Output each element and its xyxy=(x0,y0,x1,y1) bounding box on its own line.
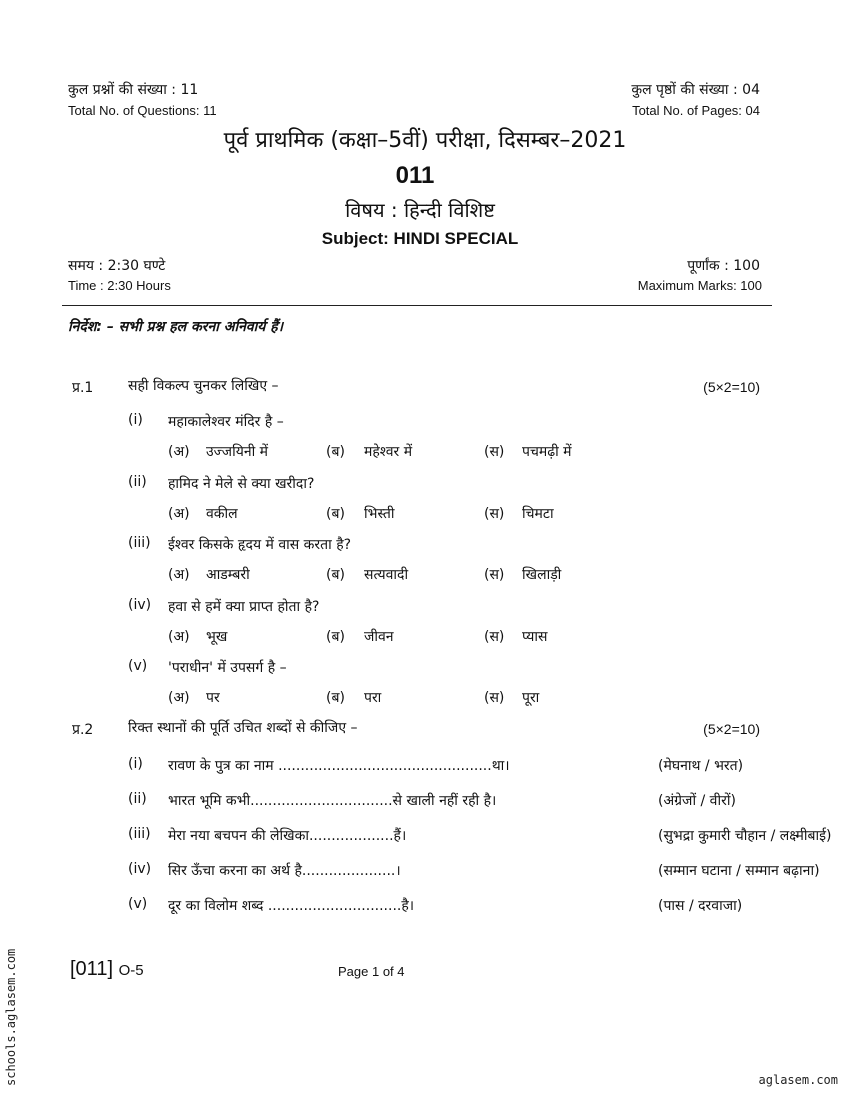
page-number: Page 1 of 4 xyxy=(338,964,405,979)
q1-item-number: (iii) xyxy=(128,535,151,551)
option-text: महेश्वर में xyxy=(364,444,413,460)
paper-code: 011 xyxy=(395,162,435,189)
marks-english: Maximum Marks: 100 xyxy=(637,278,762,293)
q1-text: सही विकल्प चुनकर लिखिए – xyxy=(128,378,279,394)
option-label: (अ) xyxy=(168,690,190,706)
option-label: (स) xyxy=(484,690,505,706)
q1-item-number: (i) xyxy=(128,412,143,428)
option-text: आडम्बरी xyxy=(206,567,250,583)
footer-code-sub: O-5 xyxy=(118,962,144,979)
page-count-hindi: कुल पृष्ठों की संख्या : 04 xyxy=(631,82,760,98)
q1-item-number: (ii) xyxy=(128,473,147,490)
option-text: पर xyxy=(206,690,220,706)
option-label: (अ) xyxy=(168,444,190,460)
option-label: (अ) xyxy=(168,505,190,522)
q2-text: रिक्त स्थानों की पूर्ति उचित शब्दों से कीजिए – xyxy=(128,720,358,736)
q1-item-text: ईश्वर किसके हृदय में वास करता है? xyxy=(168,537,352,553)
option-label: (ब) xyxy=(326,628,345,645)
option-label: (अ) xyxy=(168,567,190,583)
exam-title: पूर्व प्राथमिक (कक्षा–5वीं) परीक्षा, दिसम्बर–2021 xyxy=(223,128,627,153)
q2-item-text: दूर का विलोम शब्द ..............................है। xyxy=(168,898,415,914)
q2-item-text: मेरा नया बचपन की लेखिका...................हैं। xyxy=(168,828,407,844)
q2-item-choices: (सुभद्रा कुमारी चौहान / लक्ष्मीबाई) xyxy=(658,828,832,844)
header-divider xyxy=(62,305,772,306)
q2-item-choices: (सम्मान घटाना / सम्मान बढ़ाना) xyxy=(658,863,820,879)
q2-item-text: भारत भूमि कभी................................से खाली नहीं रही है। xyxy=(168,793,497,809)
q2-item-choices: (पास / दरवाजा) xyxy=(658,898,743,914)
option-text: परा xyxy=(364,690,382,706)
option-label: (स) xyxy=(484,628,505,645)
q1-number: प्र.1 xyxy=(72,380,94,396)
q2-item-number: (ii) xyxy=(128,791,147,807)
q2-item-choices: (अंग्रेजों / वीरों) xyxy=(658,793,736,809)
q2-item-number: (iv) xyxy=(128,861,152,877)
option-text: चिमटा xyxy=(522,505,554,522)
option-text: खिलाड़ी xyxy=(522,567,562,583)
option-label: (स) xyxy=(484,444,505,460)
option-text: जीवन xyxy=(364,628,394,645)
time-hindi: समय : 2:30 घण्टे xyxy=(68,258,166,274)
time-english: Time : 2:30 Hours xyxy=(68,278,171,293)
q2-item-number: (i) xyxy=(128,756,143,772)
bottom-watermark: aglasem.com xyxy=(758,1073,838,1087)
q2-marks: (5×2=10) xyxy=(703,721,760,737)
q2-item-number: (iii) xyxy=(128,826,151,842)
option-text: सत्यवादी xyxy=(364,567,409,583)
subject-hindi: विषय : हिन्दी विशिष्ट xyxy=(345,198,495,222)
footer-code xyxy=(70,958,144,981)
instruction: निर्देश: – सभी प्रश्न हल करना अनिवार्य हैं। xyxy=(68,319,284,335)
option-text: प्यास xyxy=(522,628,548,645)
q2-number: प्र.2 xyxy=(72,722,94,738)
option-label: (ब) xyxy=(326,505,345,522)
q1-item-text: 'पराधीन' में उपसर्ग है – xyxy=(168,660,287,676)
marks-hindi: पूर्णांक : 100 xyxy=(687,258,760,274)
option-text: उज्जयिनी में xyxy=(206,444,269,460)
q1-item-number: (v) xyxy=(128,658,148,674)
q2-item-choices: (मेघनाथ / भरत) xyxy=(658,758,744,774)
question-count-hindi: कुल प्रश्नों की संख्या : 11 xyxy=(68,82,199,98)
q2-item-number: (v) xyxy=(128,896,148,912)
option-label: (अ) xyxy=(168,628,190,645)
q1-item-text: हामिद ने मेले से क्या खरीदा? xyxy=(168,475,315,492)
q1-marks: (5×2=10) xyxy=(703,379,760,395)
option-label: (स) xyxy=(484,505,505,522)
q2-item-text: रावण के पुत्र का नाम ................................................था। xyxy=(168,758,510,774)
option-text: भिस्ती xyxy=(364,505,395,522)
q1-item-text: हवा से हमें क्या प्राप्त होता है? xyxy=(168,598,320,615)
q1-item-text: महाकालेश्वर मंदिर है – xyxy=(168,414,284,430)
option-label: (ब) xyxy=(326,567,345,583)
question-count-english: Total No. of Questions: 11 xyxy=(68,103,217,118)
option-label: (ब) xyxy=(326,690,345,706)
subject-english: Subject: HINDI SPECIAL xyxy=(321,229,519,248)
q2-item-text: सिर ऊँचा करना का अर्थ है.....................। xyxy=(168,863,401,879)
option-text: पचमढ़ी में xyxy=(522,444,572,460)
side-watermark: schools.aglasem.com xyxy=(4,948,18,1086)
option-text: पूरा xyxy=(522,690,540,706)
option-label: (ब) xyxy=(326,444,345,460)
q1-item-number: (iv) xyxy=(128,596,152,613)
option-label: (स) xyxy=(484,567,505,583)
footer-code-main: [011] xyxy=(70,958,113,980)
option-text: वकील xyxy=(206,505,238,522)
option-text: भूख xyxy=(206,628,228,645)
page-count-english: Total No. of Pages: 04 xyxy=(632,103,760,118)
